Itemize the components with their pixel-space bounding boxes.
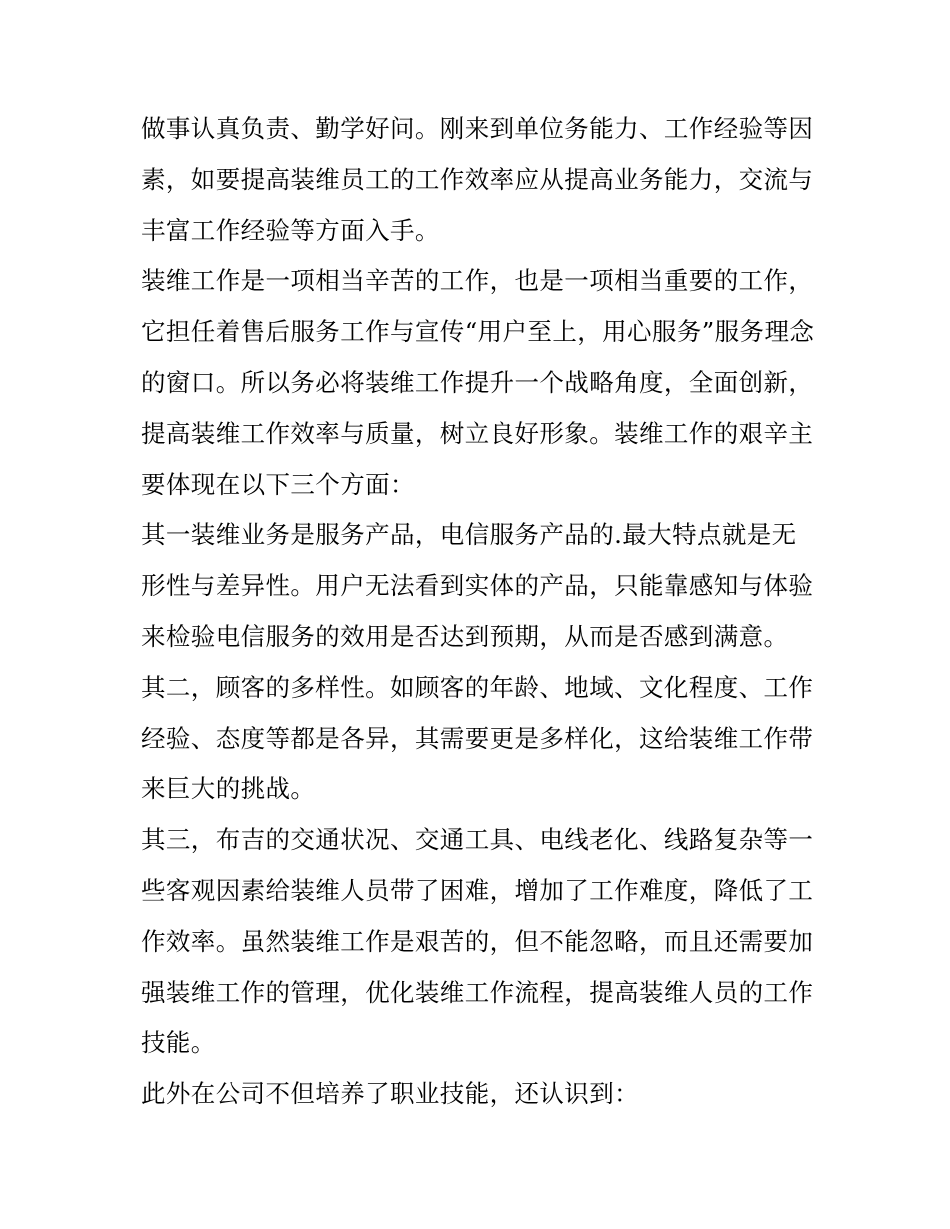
text-line: 其一装维业务是服务产品，电信服务产品的.最大特点就是无 bbox=[141, 520, 797, 550]
text-line: 丰富工作经验等方面入手。 bbox=[141, 215, 440, 245]
text-line: 作效率。虽然装维工作是艰苦的，但不能忽略，而且还需要加 bbox=[141, 926, 814, 956]
text-line: 经验、态度等都是各异，其需要更是多样化，这给装维工作带 bbox=[141, 723, 814, 753]
text-line: 它担任着售后服务工作与宣传“用户至上，用心服务”服务理念 bbox=[141, 317, 815, 347]
text-line: 提高装维工作效率与质量，树立良好形象。装维工作的艰辛主 bbox=[141, 418, 814, 448]
text-line: 来巨大的挑战。 bbox=[141, 774, 316, 804]
text-line: 些客观因素给装维人员带了困难，增加了工作难度，降低了工 bbox=[141, 875, 814, 905]
text-line: 装维工作是一项相当辛苦的工作，也是一项相当重要的工作， bbox=[141, 266, 814, 296]
document-body bbox=[141, 104, 813, 1120]
text-line: 的窗口。所以务必将装维工作提升一个战略角度，全面创新， bbox=[141, 367, 814, 397]
text-line: 素，如要提高装维员工的工作效率应从提高业务能力，交流与 bbox=[141, 164, 814, 194]
text-line: 其二，顾客的多样性。如顾客的年龄、地域、文化程度、工作 bbox=[141, 672, 814, 702]
text-line: 做事认真负责、勤学好问。刚来到单位务能力、工作经验等因 bbox=[141, 114, 814, 143]
text-line: 形性与差异性。用户无法看到实体的产品，只能靠感知与体验 bbox=[141, 571, 814, 601]
text-line: 要体现在以下三个方面： bbox=[141, 469, 415, 499]
text-line: 此外在公司不但培养了职业技能，还认识到： bbox=[141, 1079, 639, 1109]
text-line: 其三，布吉的交通状况、交通工具、电线老化、线路复杂等一 bbox=[141, 825, 814, 855]
text-line: 技能。 bbox=[141, 1028, 216, 1058]
text-line: 来检验电信服务的效用是否达到预期，从而是否感到满意。 bbox=[141, 621, 789, 651]
text-line: 强装维工作的管理，优化装维工作流程，提高装维人员的工作 bbox=[141, 977, 814, 1007]
